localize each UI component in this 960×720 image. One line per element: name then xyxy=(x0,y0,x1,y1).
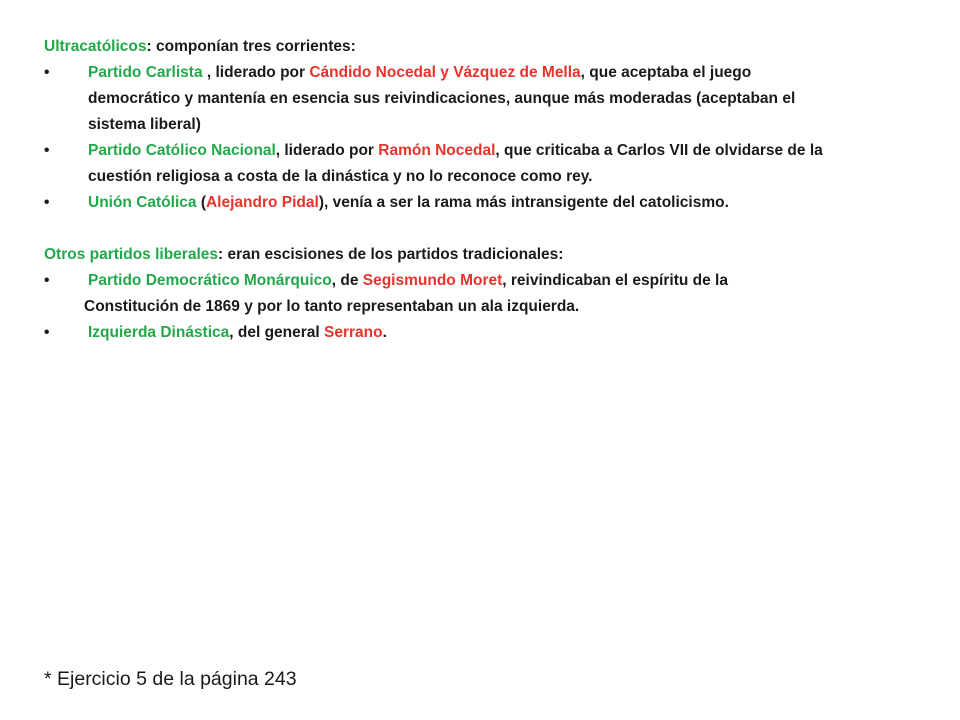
section-heading-otros-partidos xyxy=(44,242,954,268)
item-text: , que criticaba a Carlos VII de olvidarse de la xyxy=(495,142,823,159)
list-item-partido-carlista xyxy=(44,60,954,86)
heading-term: Otros partidos liberales xyxy=(44,246,218,263)
item-text: , reivindicaban el espíritu de la xyxy=(502,272,728,289)
slide-body xyxy=(44,34,954,346)
heading-intro: : componían tres corrientes: xyxy=(146,38,356,55)
party-name: Partido Democrático Monárquico xyxy=(88,272,332,289)
leader-name: Ramón Nocedal xyxy=(378,142,496,159)
bullet-icon: • xyxy=(44,194,50,211)
section-heading-ultracatolicos xyxy=(44,34,954,60)
item-text: ), venía a ser la rama más intransigente del catolicismo. xyxy=(318,194,729,211)
list-item-izquierda-dinastica xyxy=(44,320,954,346)
bullet-icon: • xyxy=(44,142,50,159)
item-continuation: Constitución de 1869 y por lo tanto representaban un ala izquierda. xyxy=(84,298,580,315)
item-text: ( xyxy=(196,194,206,211)
item-text: , liderado por xyxy=(206,64,310,81)
party-name: Unión Católica xyxy=(88,194,197,211)
item-continuation: democrático y mantenía en esencia sus reivindicaciones, aunque más moderadas (aceptaban el xyxy=(88,90,796,107)
party-name: Partido Católico Nacional xyxy=(88,142,276,159)
party-name: Partido Carlista xyxy=(88,64,207,81)
item-text: . xyxy=(382,324,387,341)
item-continuation: sistema liberal) xyxy=(88,116,201,133)
bullet-icon: • xyxy=(44,324,50,341)
bullet-icon: • xyxy=(44,64,50,81)
item-text: , del general xyxy=(229,324,325,341)
leader-name: Serrano xyxy=(324,324,383,341)
spacer xyxy=(44,216,954,242)
bullet-icon: • xyxy=(44,272,50,289)
item-continuation: cuestión religiosa a costa de la dinástica y no lo reconoce como rey. xyxy=(88,168,593,185)
list-item-partido-democratico-monarquico xyxy=(44,268,954,294)
item-text: , de xyxy=(331,272,363,289)
heading-term: Ultracatólicos xyxy=(44,38,147,55)
exercise-footer: * Ejercicio 5 de la página 243 xyxy=(44,668,297,690)
item-text: , que aceptaba el juego xyxy=(580,64,752,81)
list-item-union-catolica xyxy=(44,190,954,216)
heading-intro: : eran escisiones de los partidos tradicionales: xyxy=(218,246,564,263)
leader-name: Segismundo Moret xyxy=(362,272,503,289)
leader-name: Alejandro Pidal xyxy=(205,194,319,211)
party-name: Izquierda Dinástica xyxy=(88,324,230,341)
item-text: , liderado por xyxy=(275,142,379,159)
leader-name: Cándido Nocedal y Vázquez de Mella xyxy=(309,64,581,81)
list-item-partido-catolico-nacional xyxy=(44,138,954,164)
